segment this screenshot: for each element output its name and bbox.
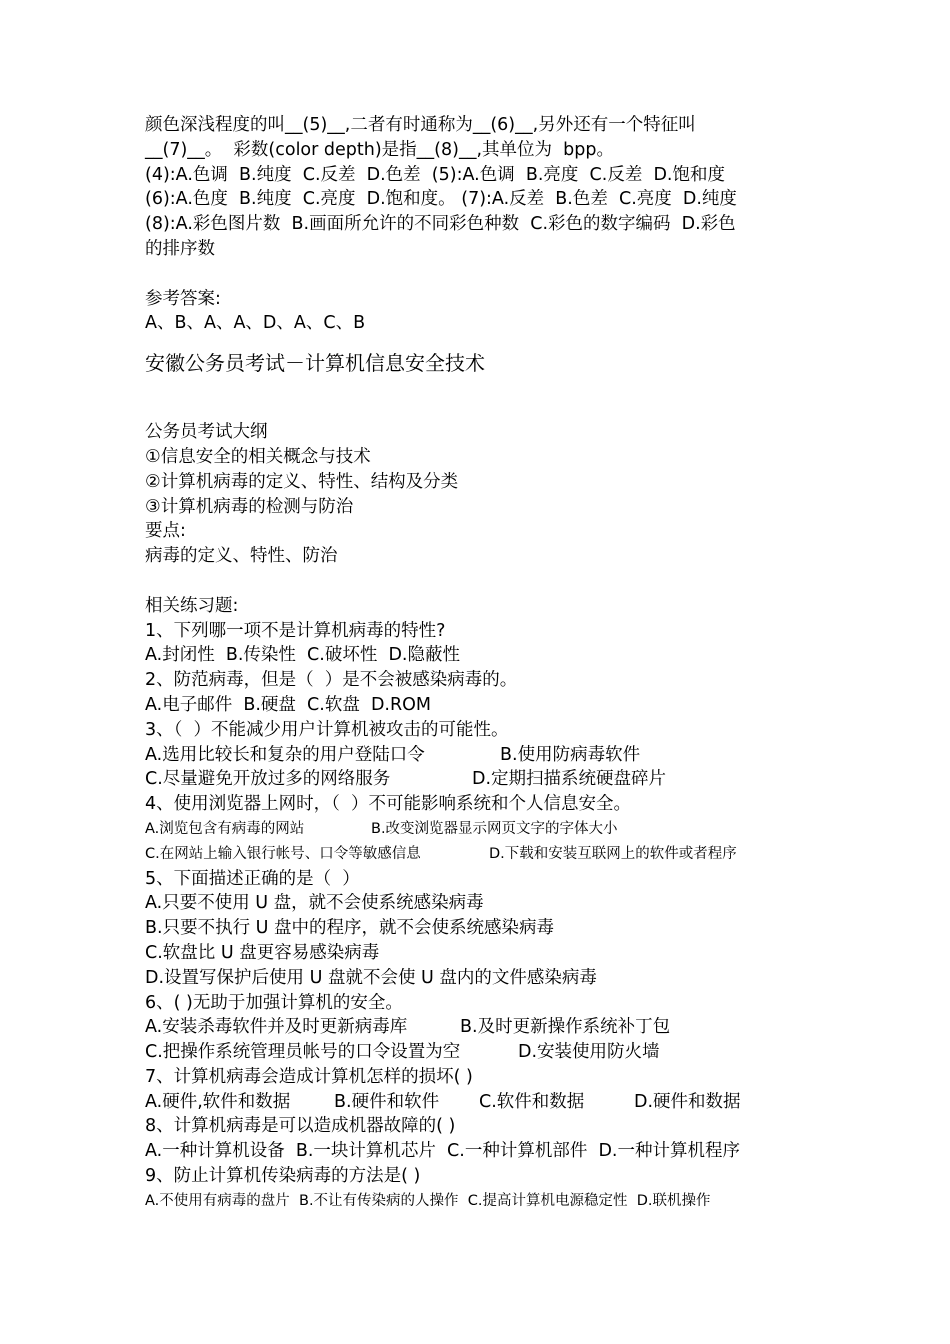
spacer: [145, 262, 825, 287]
option-d: D.硬件和数据: [634, 1091, 741, 1112]
question-8-options: A.一种计算机设备 B.一块计算机芯片 C.一种计算机部件 D.一种计算机程序: [145, 1141, 740, 1162]
question-4: 4、使用浏览器上网时，（ ）不可能影响系统和个人信息安全。: [145, 794, 632, 815]
option-a: A.安装杀毒软件并及时更新病毒库: [145, 1017, 408, 1038]
intro-line-2: __(7)__。 彩数(color depth)是指__(8)__,其单位为 bpp。: [145, 139, 614, 160]
question-6: 6、( )无助于加强计算机的安全。: [145, 992, 403, 1013]
option-c: C.软件和数据: [479, 1091, 585, 1112]
question-5-option-d: D.设置写保护后使用 U 盘就不会使 U 盘内的文件感染病毒: [145, 967, 597, 988]
option-c: C.在网站上输入银行帐号、口令等敏感信息: [145, 845, 421, 862]
option-b: B.使用防病毒软件: [500, 744, 641, 765]
option-a: A.硬件,软件和数据: [145, 1091, 291, 1112]
question-3-options-ab: [145, 743, 825, 768]
option-a: A.选用比较长和复杂的用户登陆口令: [145, 744, 425, 765]
question-8: 8、计算机病毒是可以造成机器故障的( ): [145, 1116, 456, 1137]
question-6-options-ab: [145, 1015, 825, 1040]
intro-line-6: 的排序数: [145, 238, 215, 259]
question-5-option-b: B.只要不执行 U 盘中的程序，就不会使系统感染病毒: [145, 918, 555, 939]
question-5-option-c: C.软盘比 U 盘更容易感染病毒: [145, 942, 380, 963]
question-7: 7、计算机病毒会造成计算机怎样的损坏( ): [145, 1066, 473, 1087]
section-title: 安徽公务员考试－计算机信息安全技术: [145, 351, 485, 376]
question-2-options: A.电子邮件 B.硬盘 C.软盘 D.ROM: [145, 694, 432, 715]
question-7-options: [145, 1090, 825, 1115]
question-6-options-cd: [145, 1040, 825, 1065]
intro-line-3: (4):A.色调 B.纯度 C.反差 D.色差 (5):A.色调 B.亮度 C.反差 D.饱和度: [145, 164, 725, 185]
option-d: D.安装使用防火墙: [518, 1042, 660, 1063]
question-4-options-cd: [145, 842, 825, 867]
question-5: 5、下面描述正确的是（ ）: [145, 868, 360, 889]
option-d: D.定期扫描系统硬盘碎片: [472, 769, 667, 790]
question-2: 2、防范病毒，但是（ ）是不会被感染病毒的。: [145, 670, 518, 691]
outline-item: ③计算机病毒的检测与防治: [145, 496, 354, 517]
option-b: B.改变浏览器显示网页文字的字体大小: [371, 820, 618, 837]
option-c: C.尽量避免开放过多的网络服务: [145, 769, 391, 790]
option-b: B.硬件和软件: [334, 1091, 440, 1112]
answers-value: A、B、A、A、D、A、C、B: [145, 313, 366, 334]
question-5-option-a: A.只要不使用 U 盘，就不会使系统感染病毒: [145, 893, 484, 914]
document-page: [145, 113, 825, 1214]
question-4-options-ab: [145, 817, 825, 842]
spacer: [145, 569, 825, 594]
option-d: D.下载和安装互联网上的软件或者程序: [489, 845, 737, 862]
outline-item: ①信息安全的相关概念与技术: [145, 446, 371, 467]
intro-line-5: (8):A.彩色图片数 B.画面所允许的不同彩色种数 C.彩色的数字编码 D.彩色: [145, 214, 736, 235]
outline-item: ②计算机病毒的定义、特性、结构及分类: [145, 471, 459, 492]
keypoints-label: 要点:: [145, 521, 186, 542]
question-9: 9、防止计算机传染病毒的方法是( ): [145, 1166, 421, 1187]
answers-label: 参考答案:: [145, 288, 221, 309]
question-1-options: A.封闭性 B.传染性 C.破坏性 D.隐蔽性: [145, 645, 460, 666]
question-3: 3、（ ）不能减少用户计算机被攻击的可能性。: [145, 719, 509, 740]
option-a: A.浏览包含有病毒的网站: [145, 820, 305, 837]
option-b: B.及时更新操作系统补丁包: [460, 1017, 671, 1038]
keypoints-text: 病毒的定义、特性、防治: [145, 546, 338, 567]
question-1: 1、下列哪一项不是计算机病毒的特性?: [145, 620, 446, 641]
spacer: [145, 378, 825, 420]
option-c: C.把操作系统管理员帐号的口令设置为空: [145, 1042, 461, 1063]
outline-title: 公务员考试大纲: [145, 422, 268, 443]
intro-line-4: (6):A.色度 B.纯度 C.亮度 D.饱和度。 (7):A.反差 B.色差 C.亮度 D.纯度: [145, 189, 737, 210]
question-3-options-cd: [145, 767, 825, 792]
exercises-label: 相关练习题:: [145, 595, 239, 616]
intro-line-1: 颜色深浅程度的叫__(5)__,二者有时通称为__(6)__,另外还有一个特征叫: [145, 115, 696, 135]
question-9-options: A.不使用有病毒的盘片 B.不让有传染病的人操作 C.提高计算机电源稳定性 D.联机操作: [145, 1192, 711, 1209]
